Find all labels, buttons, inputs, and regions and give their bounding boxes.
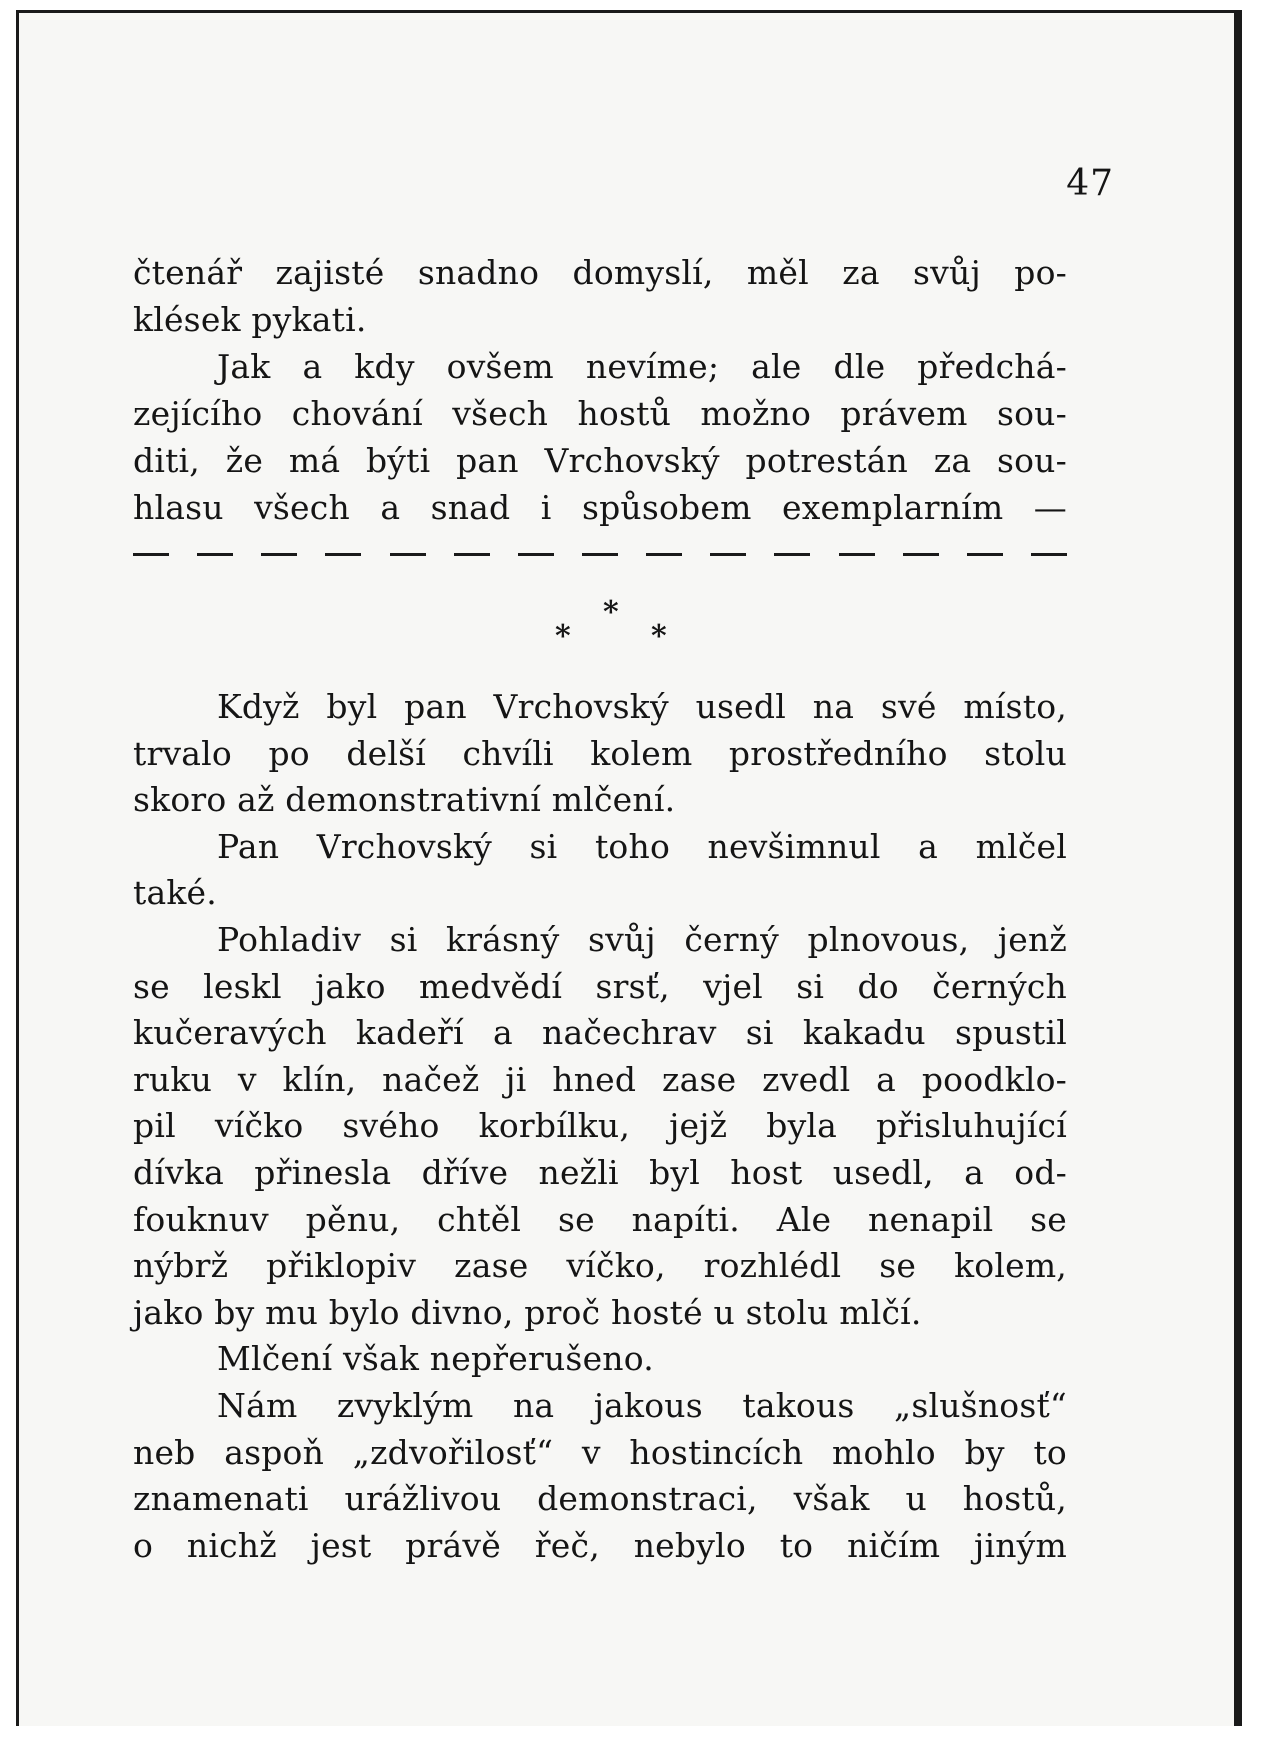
text-line: Nám zvyklým na jakous takous „slušnosť“ [217,1385,1067,1425]
text-line: fouknuv pěnu, chtěl se napíti. Ale nenapil se [133,1199,1067,1239]
text-line: Jak a kdy ovšem nevíme; ale dle předchá- [217,347,1067,386]
text-line: zejícího chování všech hostů možno právem sou- [133,394,1067,433]
text-line: hlasu všech a snad i spůsobem exemplarním — [133,488,1067,527]
dash-mark [454,553,490,556]
dash-mark [261,553,297,556]
text-line: Když byl pan Vrchovský usedl na své místo, [217,687,1067,726]
paragraph-block-top [133,249,1067,531]
dash-mark [1031,553,1067,556]
dash-mark [518,553,554,556]
text-line: Pan Vrchovský si toho nevšimnul a mlčel [217,826,1067,866]
text-line: o nichž jest právě řeč, nebylo to ničím jiným [133,1525,1067,1565]
text-line: kučeravých kadeří a načechrav si kakadu spustil [133,1013,1067,1053]
paragraph-block-bottom [133,684,1067,1569]
text-line: Pohladiv si krásný svůj černý plnovous, jenž [217,919,1067,959]
dash-mark [646,553,682,556]
dash-mark [774,553,810,556]
text-line: klések pykati. [133,300,367,339]
text-line: diti, že má býti pan Vrchovský potrestán za sou- [133,441,1067,480]
dash-mark [133,553,169,556]
text-line: se leskl jako medvědí srsť, vjel si do černých [133,966,1067,1006]
dash-mark [582,553,618,556]
text-line: nýbrž přiklopiv zase víčko, rozhlédl se kolem, [133,1246,1067,1286]
dash-mark [197,553,233,556]
asterism-separator [527,595,687,665]
dash-mark [903,553,939,556]
text-line: také. [133,873,217,913]
text-line: jako by mu bylo divno, proč hosté u stolu mlčí. [133,1292,922,1332]
text-line: dívka přinesla dříve nežli byl host usedl, a od- [133,1152,1067,1192]
text-line: znamenati urážlivou demonstraci, však u hostů, [133,1479,1067,1519]
page-number: 47 [1066,163,1114,204]
asterism-star-right: * [651,619,667,654]
text-line: trvalo po delší chvíli kolem prostředního stolu [133,733,1067,773]
dash-separator-row [133,553,1067,556]
dash-mark [390,553,426,556]
dash-mark [710,553,746,556]
text-line: neb aspoň „zdvořilosť“ v hostincích mohlo by to [133,1432,1067,1472]
asterism-star-left: * [555,619,571,654]
text-line: pil víčko svého korbílku, jejž byla přisluhující [133,1106,1067,1146]
text-line: skoro až demonstrativní mlčení. [133,780,676,820]
dash-mark [325,553,361,556]
text-line: čtenář zajisté snadno domyslí, měl za svůj po- [133,253,1067,292]
dash-mark [839,553,875,556]
asterism-star-top: * [603,595,619,630]
book-page [16,10,1242,1726]
dash-mark [967,553,1003,556]
text-line: ruku v klín, načež ji hned zase zvedl a poodklo- [133,1059,1067,1099]
text-line: Mlčení však nepřerušeno. [217,1339,654,1379]
